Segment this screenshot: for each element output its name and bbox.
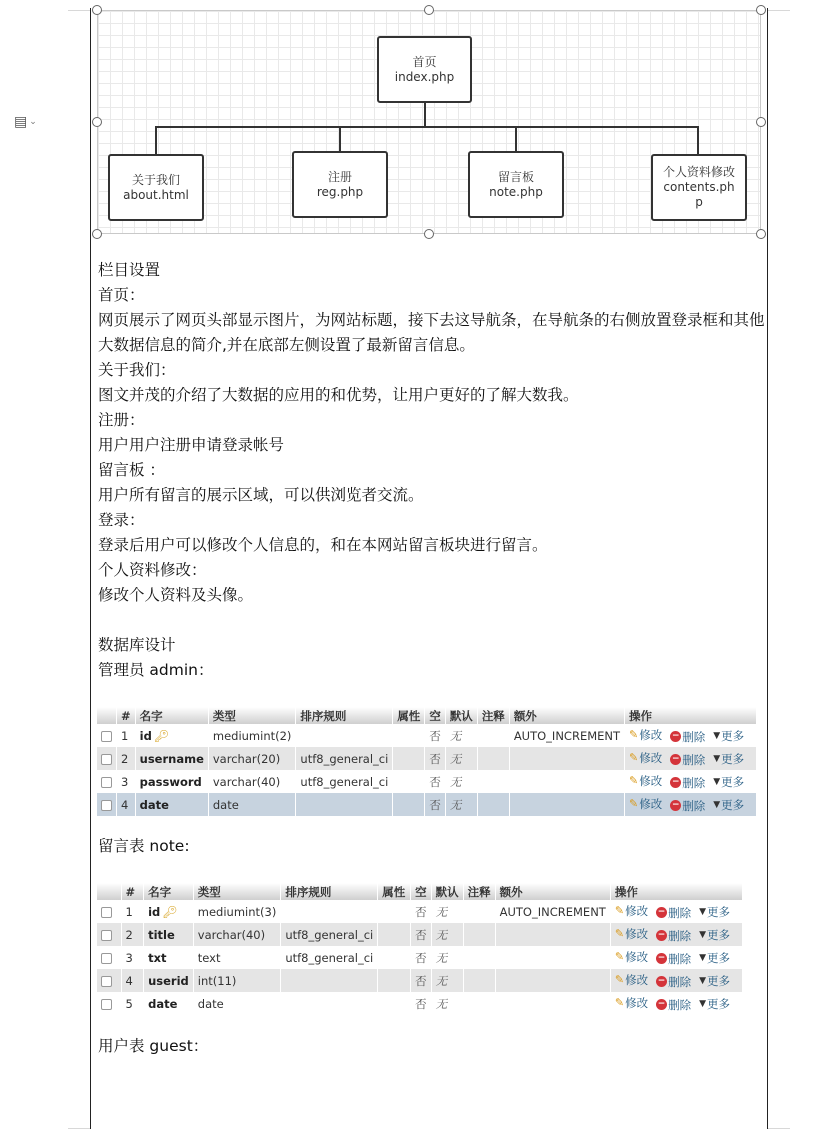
- field-type: mediumint(3): [193, 900, 281, 923]
- page-guide-bottom-right: [768, 1128, 790, 1129]
- more-action[interactable]: [713, 774, 744, 790]
- field-attributes: [393, 724, 425, 747]
- more-action[interactable]: [699, 973, 730, 989]
- col-header[interactable]: 额外: [509, 707, 624, 724]
- paragraph-options-button[interactable]: [14, 111, 52, 133]
- col-header[interactable]: 名字: [144, 883, 194, 900]
- row-select-cell: [97, 923, 121, 946]
- more-action[interactable]: [713, 728, 744, 744]
- subheading: 管理员 admin：: [98, 661, 214, 679]
- field-name-cell: [144, 900, 194, 923]
- field-comment: [463, 946, 495, 969]
- delete-label: 删除: [682, 729, 706, 744]
- field-collation: utf8_general_ci: [281, 923, 378, 946]
- edit-action[interactable]: [629, 750, 662, 766]
- triangle-down-icon: ▼: [699, 930, 706, 940]
- delete-action[interactable]: [670, 798, 705, 814]
- node-file: note.php: [489, 184, 543, 199]
- edit-label: 修改: [639, 727, 663, 742]
- col-header[interactable]: 默认: [431, 883, 463, 900]
- field-name-cell: [144, 946, 194, 969]
- delete-icon: −: [657, 999, 666, 1009]
- section-heading: 栏目设置: [98, 261, 161, 279]
- resize-handle-br[interactable]: [756, 229, 766, 239]
- blank-line: [98, 608, 766, 633]
- field-name: password: [139, 774, 202, 789]
- diagram-node-contents: [651, 154, 747, 221]
- more-action[interactable]: [699, 996, 730, 1012]
- more-action[interactable]: [713, 751, 744, 767]
- row-select-cell: [97, 969, 121, 992]
- field-default: 无: [431, 923, 463, 946]
- field-actions: [610, 923, 742, 946]
- subheading: 用户表 guest：: [98, 1037, 209, 1055]
- more-label: 更多: [707, 951, 730, 965]
- col-header: #: [121, 883, 144, 900]
- field-name-cell: [144, 969, 194, 992]
- more-label: 更多: [721, 775, 745, 789]
- field-comment: [463, 900, 495, 923]
- field-type: date: [193, 992, 281, 1015]
- delete-label: 删除: [668, 997, 692, 1012]
- sitemap-diagram[interactable]: [97, 10, 761, 234]
- field-name-cell: [135, 747, 208, 770]
- node-title: 首页: [412, 54, 437, 69]
- connector-contents: [697, 126, 699, 154]
- row-checkbox[interactable]: [101, 930, 112, 941]
- pencil-icon: ✎: [629, 797, 639, 810]
- field-type: varchar(40): [208, 770, 296, 793]
- paragraph: 图文并茂的介绍了大数据的应用的和优势，让用户更好的了解大数我。: [98, 386, 579, 404]
- triangle-down-icon: ▼: [699, 953, 706, 963]
- triangle-down-icon: ▼: [713, 800, 721, 810]
- edit-label: 修改: [639, 796, 663, 811]
- field-collation: [296, 724, 393, 747]
- paragraph: 登录后用户可以修改个人信息的，和在本网站留言板块进行留言。: [98, 536, 548, 554]
- row-number: 2: [121, 923, 144, 946]
- delete-icon: −: [671, 731, 680, 741]
- field-default: 无: [445, 724, 477, 747]
- row-checkbox[interactable]: [101, 777, 112, 788]
- subheading: 登录：: [98, 511, 145, 529]
- subheading: 注册：: [98, 411, 145, 429]
- field-actions: [625, 747, 757, 770]
- field-name-cell: [144, 923, 194, 946]
- primary-key-icon: 🔑︎: [153, 728, 170, 743]
- node-title: 关于我们: [131, 172, 180, 187]
- delete-action[interactable]: [656, 974, 691, 990]
- document-body: [98, 258, 766, 683]
- more-label: 更多: [707, 905, 730, 919]
- field-extra: AUTO_INCREMENT: [509, 724, 624, 747]
- col-header[interactable]: 空: [425, 707, 446, 724]
- delete-label: 删除: [682, 798, 706, 813]
- chevron-down-icon: ⌄: [29, 117, 37, 127]
- row-checkbox[interactable]: [101, 907, 112, 918]
- node-title: 留言板: [497, 169, 534, 184]
- diagram-node-reg: [292, 151, 388, 218]
- col-header[interactable]: 属性: [393, 707, 425, 724]
- pencil-icon: ✎: [629, 751, 639, 764]
- col-header: [97, 707, 117, 724]
- page-guide-bottom: [68, 1128, 90, 1129]
- field-name: username: [139, 751, 204, 766]
- field-actions: [610, 969, 742, 992]
- pencil-icon: ✎: [614, 996, 625, 1009]
- field-extra: [509, 770, 624, 793]
- field-actions: [625, 724, 757, 747]
- delete-label: 删除: [668, 951, 692, 966]
- table-row[interactable]: [97, 969, 743, 992]
- page-guide-top: [68, 10, 90, 11]
- pencil-icon: ✎: [614, 904, 625, 917]
- field-comment: [477, 724, 509, 747]
- row-select-cell: [97, 946, 121, 969]
- edit-action[interactable]: [615, 903, 648, 919]
- node-file: reg.php: [316, 184, 364, 199]
- row-checkbox[interactable]: [101, 731, 112, 742]
- field-type: mediumint(2): [208, 724, 296, 747]
- edit-action[interactable]: [629, 727, 662, 743]
- delete-icon: −: [657, 930, 666, 940]
- connector-reg: [339, 126, 341, 151]
- row-number: 5: [121, 992, 144, 1015]
- node-file: index.php: [394, 69, 455, 84]
- col-header[interactable]: 属性: [378, 883, 411, 900]
- row-number: 3: [121, 946, 144, 969]
- more-label: 更多: [721, 729, 745, 743]
- triangle-down-icon: ▼: [713, 777, 721, 787]
- subheading: 留言表 note:: [98, 837, 190, 855]
- more-label: 更多: [707, 997, 730, 1011]
- section-heading: 数据库设计: [98, 636, 176, 654]
- resize-handle-mr[interactable]: [756, 117, 766, 127]
- delete-icon: −: [671, 754, 680, 764]
- field-null: 否: [411, 946, 432, 969]
- field-null: 否: [411, 923, 432, 946]
- resize-handle-tm[interactable]: [424, 5, 434, 15]
- triangle-down-icon: ▼: [699, 976, 706, 986]
- field-null: 否: [425, 793, 446, 816]
- field-null: 否: [425, 724, 446, 747]
- table-row[interactable]: [97, 992, 743, 1015]
- field-type: text: [193, 946, 281, 969]
- field-comment: [477, 770, 509, 793]
- primary-key-icon: 🔑︎: [162, 904, 178, 919]
- field-actions: [610, 900, 742, 923]
- triangle-down-icon: ▼: [713, 731, 721, 741]
- col-header: #: [117, 707, 136, 724]
- field-type: int(11): [193, 969, 281, 992]
- edit-label: 修改: [639, 773, 663, 788]
- field-actions: [610, 946, 742, 969]
- edit-action[interactable]: [615, 972, 648, 988]
- paragraph: 网页展示了网页头部显示图片，为网站标题，接下去这导航条，在导航条的右侧放置登录框和其他大数据信息的简介,并在底部左侧设置了最新留言信息。: [98, 311, 765, 354]
- edit-label: 修改: [639, 750, 663, 765]
- delete-action[interactable]: [656, 951, 691, 967]
- edit-action[interactable]: [629, 796, 662, 812]
- edit-action[interactable]: [615, 949, 648, 965]
- delete-label: 删除: [668, 974, 692, 989]
- table-row[interactable]: [97, 793, 757, 816]
- table-header-row: [97, 707, 757, 724]
- col-header[interactable]: 空: [411, 883, 432, 900]
- row-checkbox[interactable]: [101, 953, 112, 964]
- pencil-icon: ✎: [629, 774, 639, 787]
- more-action[interactable]: [699, 927, 730, 943]
- table-row[interactable]: [97, 724, 757, 747]
- field-type: varchar(40): [193, 923, 281, 946]
- delete-icon: −: [657, 907, 666, 917]
- field-collation: [281, 900, 378, 923]
- field-name: date: [139, 797, 169, 812]
- edit-action[interactable]: [615, 926, 648, 942]
- field-attributes: [378, 969, 411, 992]
- row-number: 2: [117, 747, 136, 770]
- field-attributes: [378, 992, 411, 1015]
- delete-action[interactable]: [670, 775, 705, 791]
- delete-label: 删除: [668, 905, 692, 920]
- row-select-cell: [97, 992, 121, 1015]
- field-attributes: [378, 923, 411, 946]
- field-default: 无: [431, 969, 463, 992]
- field-extra: [509, 747, 624, 770]
- table-row[interactable]: [97, 747, 757, 770]
- field-comment: [477, 793, 509, 816]
- field-default: 无: [431, 900, 463, 923]
- field-extra: AUTO_INCREMENT: [495, 900, 610, 923]
- delete-action[interactable]: [656, 997, 691, 1013]
- col-header: 操作: [610, 883, 742, 900]
- row-checkbox[interactable]: [101, 976, 112, 987]
- row-select-cell: [97, 793, 117, 816]
- note-structure-table: [97, 883, 743, 1015]
- col-header[interactable]: 类型: [208, 707, 296, 724]
- delete-icon: −: [671, 777, 680, 787]
- row-number: 1: [117, 724, 136, 747]
- field-null: 否: [411, 900, 432, 923]
- field-name-cell: [135, 770, 208, 793]
- col-header[interactable]: 类型: [193, 883, 281, 900]
- field-comment: [463, 923, 495, 946]
- more-action[interactable]: [699, 950, 730, 966]
- field-extra: [495, 969, 610, 992]
- field-extra: [495, 992, 610, 1015]
- col-header[interactable]: 注释: [463, 883, 495, 900]
- field-type: date: [208, 793, 296, 816]
- subheading: 关于我们：: [98, 361, 176, 379]
- edit-action[interactable]: [615, 995, 648, 1011]
- edit-label: 修改: [625, 903, 649, 918]
- guest-heading-block: [98, 1034, 766, 1059]
- edit-action[interactable]: [629, 773, 662, 789]
- field-name: txt: [148, 950, 167, 965]
- field-null: 否: [411, 969, 432, 992]
- node-file-cont: p: [695, 195, 703, 209]
- row-checkbox[interactable]: [101, 754, 112, 765]
- field-default: 无: [445, 747, 477, 770]
- table-row[interactable]: [97, 900, 743, 923]
- field-name: id: [148, 904, 161, 919]
- field-name-cell: [144, 992, 194, 1015]
- paragraph: 用户用户注册申请登录帐号: [98, 436, 285, 454]
- field-attributes: [378, 946, 411, 969]
- row-checkbox[interactable]: [101, 800, 112, 811]
- field-type: varchar(20): [208, 747, 296, 770]
- row-checkbox[interactable]: [101, 999, 112, 1010]
- field-null: 否: [425, 747, 446, 770]
- admin-structure-table: [97, 707, 757, 816]
- field-attributes: [393, 793, 425, 816]
- triangle-down-icon: ▼: [713, 754, 721, 764]
- col-header[interactable]: 排序规则: [296, 707, 393, 724]
- col-header[interactable]: 额外: [495, 883, 610, 900]
- field-comment: [477, 747, 509, 770]
- pencil-icon: ✎: [614, 973, 625, 986]
- table-header-row: [97, 883, 743, 900]
- field-actions: [625, 793, 757, 816]
- col-header: 操作: [625, 707, 757, 724]
- field-default: 无: [431, 992, 463, 1015]
- field-collation: utf8_general_ci: [296, 770, 393, 793]
- table-row[interactable]: [97, 923, 743, 946]
- resize-handle-ml[interactable]: [92, 117, 102, 127]
- row-select-cell: [97, 724, 117, 747]
- field-collation: [281, 992, 378, 1015]
- table-row[interactable]: [97, 770, 757, 793]
- row-select-cell: [97, 747, 117, 770]
- more-action[interactable]: [713, 797, 744, 813]
- delete-action[interactable]: [656, 928, 691, 944]
- field-name: title: [148, 927, 175, 942]
- pencil-icon: ✎: [629, 728, 639, 741]
- subheading: 个人资料修改：: [98, 561, 207, 579]
- edit-label: 修改: [625, 926, 649, 941]
- delete-label: 删除: [682, 775, 706, 790]
- field-extra: [495, 946, 610, 969]
- col-header[interactable]: 默认: [445, 707, 477, 724]
- node-title: 个人资料修改: [662, 165, 735, 179]
- field-name: userid: [148, 973, 189, 988]
- field-comment: [463, 992, 495, 1015]
- note-heading-block: [98, 834, 766, 859]
- diagram-node-note: [468, 151, 564, 218]
- subheading: 留言板 ：: [98, 461, 165, 479]
- row-number: 4: [121, 969, 144, 992]
- diagram-node-about: [108, 154, 204, 221]
- delete-icon: −: [657, 953, 666, 963]
- row-number: 3: [117, 770, 136, 793]
- field-collation: utf8_general_ci: [296, 747, 393, 770]
- field-comment: [463, 969, 495, 992]
- row-select-cell: [97, 900, 121, 923]
- delete-icon: −: [657, 976, 666, 986]
- col-header[interactable]: 名字: [135, 707, 208, 724]
- resize-handle-bm[interactable]: [424, 229, 434, 239]
- field-null: 否: [425, 770, 446, 793]
- triangle-down-icon: ▼: [699, 907, 706, 917]
- row-select-cell: [97, 770, 117, 793]
- paragraph: 修改个人资料及头像。: [98, 586, 254, 604]
- field-name-cell: [135, 793, 208, 816]
- edit-label: 修改: [625, 972, 649, 987]
- pencil-icon: ✎: [614, 927, 625, 940]
- field-collation: utf8_general_ci: [281, 946, 378, 969]
- field-actions: [610, 992, 742, 1015]
- col-header[interactable]: 排序规则: [281, 883, 378, 900]
- page-guide-top-right: [768, 10, 790, 11]
- table-row[interactable]: [97, 946, 743, 969]
- connector-trunk: [424, 103, 426, 128]
- connector-horizontal: [155, 126, 699, 128]
- col-header: [97, 883, 121, 900]
- subheading: 首页：: [98, 286, 145, 304]
- triangle-down-icon: ▼: [699, 999, 706, 1009]
- resize-handle-tl[interactable]: [92, 5, 102, 15]
- field-default: 无: [445, 793, 477, 816]
- resize-handle-tr[interactable]: [756, 5, 766, 15]
- more-label: 更多: [707, 928, 730, 942]
- delete-action[interactable]: [656, 905, 691, 921]
- col-header[interactable]: 注释: [477, 707, 509, 724]
- edit-label: 修改: [625, 995, 649, 1010]
- field-default: 无: [445, 770, 477, 793]
- field-name: date: [148, 996, 178, 1011]
- delete-label: 删除: [668, 928, 692, 943]
- layout-options-icon: ▤: [14, 114, 28, 130]
- row-number: 1: [121, 900, 144, 923]
- field-collation: [281, 969, 378, 992]
- connector-note: [515, 126, 517, 151]
- field-attributes: [378, 900, 411, 923]
- node-file: about.html: [123, 187, 189, 202]
- diagram-node-index: [377, 36, 472, 103]
- delete-action[interactable]: [670, 729, 705, 745]
- more-action[interactable]: [699, 904, 730, 920]
- field-default: 无: [431, 946, 463, 969]
- node-title: 注册: [327, 169, 352, 184]
- field-collation: [296, 793, 393, 816]
- connector-about: [155, 126, 157, 154]
- node-file: contents.ph: [663, 180, 735, 194]
- field-extra: [509, 793, 624, 816]
- row-number: 4: [117, 793, 136, 816]
- pencil-icon: ✎: [614, 950, 625, 963]
- delete-label: 删除: [682, 752, 706, 767]
- field-name: id: [139, 728, 152, 743]
- more-label: 更多: [721, 798, 745, 812]
- delete-action[interactable]: [670, 752, 705, 768]
- field-attributes: [393, 770, 425, 793]
- edit-label: 修改: [625, 949, 649, 964]
- resize-handle-bl[interactable]: [92, 229, 102, 239]
- field-attributes: [393, 747, 425, 770]
- more-label: 更多: [707, 974, 730, 988]
- field-actions: [625, 770, 757, 793]
- paragraph: 用户所有留言的展示区域，可以供浏览者交流。: [98, 486, 424, 504]
- field-extra: [495, 923, 610, 946]
- more-label: 更多: [721, 752, 745, 766]
- field-null: 否: [411, 992, 432, 1015]
- delete-icon: −: [671, 800, 680, 810]
- field-name-cell: [135, 724, 208, 747]
